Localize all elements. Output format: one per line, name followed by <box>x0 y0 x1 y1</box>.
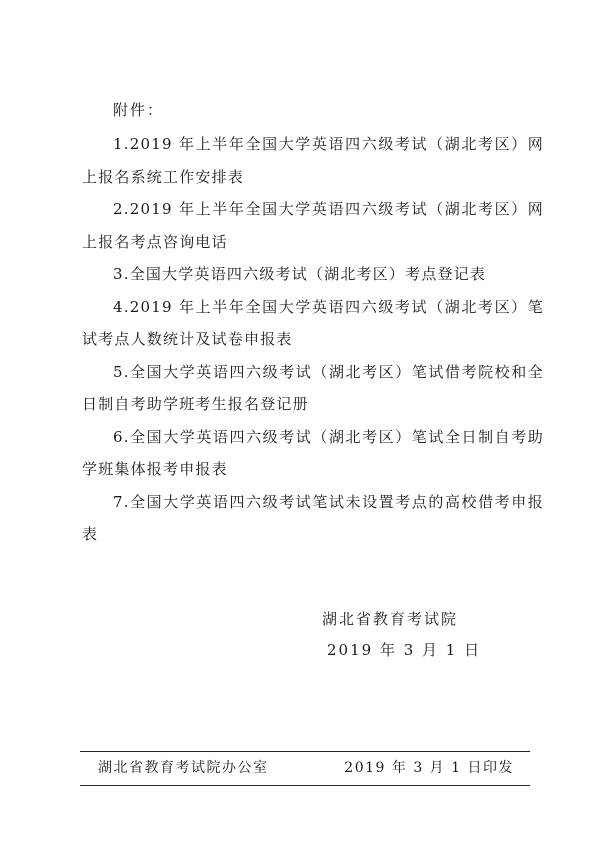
signature-date: 2019 年 3 月 1 日 <box>327 641 482 659</box>
footer-print-info <box>80 751 530 785</box>
signature-organization: 湖北省教育考试院 <box>322 610 459 628</box>
attachment-item-1: 1.2019 年上半年全国大学英语四六级考试（湖北考区）网上报名系统工作安排表 <box>82 135 544 186</box>
attachment-item-3: 3.全国大学英语四六级考试（湖北考区）考点登记表 <box>113 265 487 283</box>
attachment-item-7: 7.全国大学英语四六级考试笔试未设置考点的高校借考申报表 <box>82 492 544 543</box>
footer-issuing-office: 湖北省教育考试院办公室 <box>98 760 269 776</box>
attachments-heading: 附件： <box>113 101 165 119</box>
attachment-item-4: 4.2019 年上半年全国大学英语四六级考试（湖北考区）笔试考点人数统计及试卷申报表 <box>82 297 544 348</box>
attachment-list <box>82 128 544 551</box>
signature-block <box>322 604 481 666</box>
attachment-item-2: 2.2019 年上半年全国大学英语四六级考试（湖北考区）网上报名考点咨询电话 <box>82 200 544 251</box>
footer-bottom-rule <box>80 785 530 786</box>
attachment-item-6: 6.全国大学英语四六级考试（湖北考区）笔试全日制自考助学班集体报考申报表 <box>82 427 544 478</box>
attachment-item-5: 5.全国大学英语四六级考试（湖北考区）笔试借考院校和全日制自考助学班考生报名登记册 <box>82 362 544 413</box>
footer-print-date: 2019 年 3 月 1 日印发 <box>344 760 514 776</box>
